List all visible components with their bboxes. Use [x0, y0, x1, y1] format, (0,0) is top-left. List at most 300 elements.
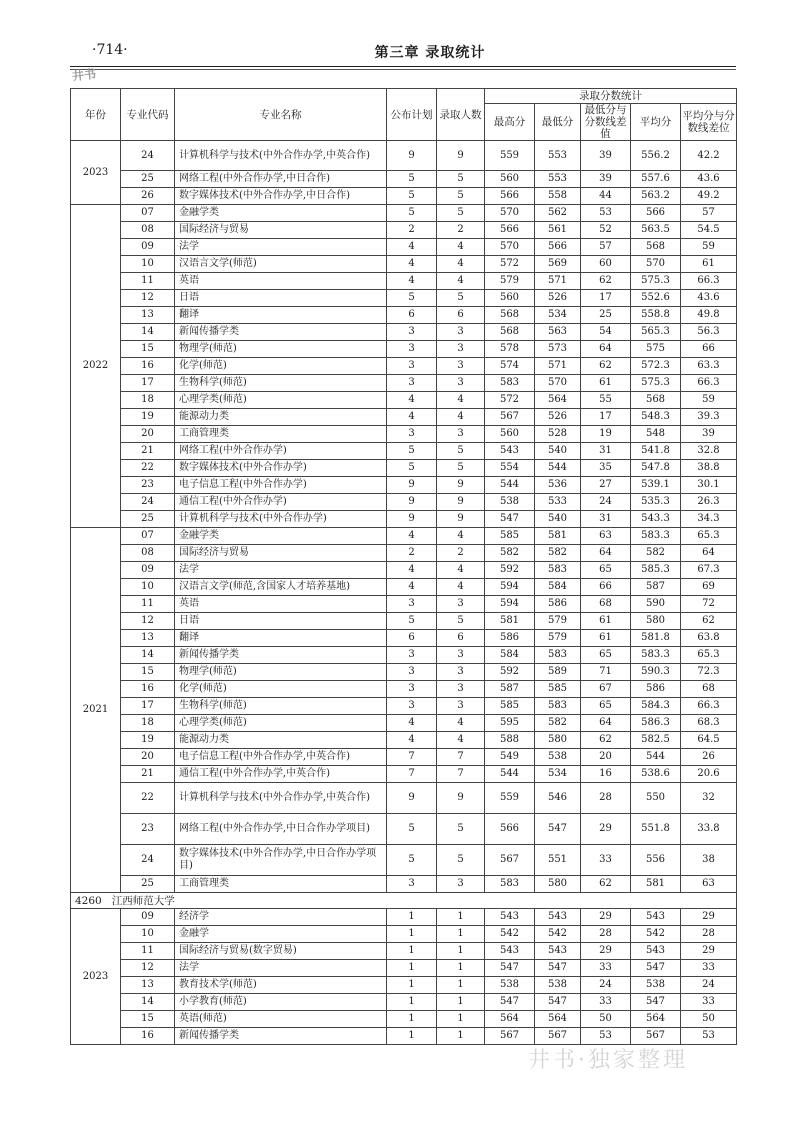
table-row — [71, 188, 737, 205]
admitted-cell: 5 — [437, 460, 485, 477]
plan-cell: 4 — [387, 715, 437, 732]
min-score-cell: 526 — [535, 290, 581, 307]
max-score-cell: 595 — [485, 715, 535, 732]
avg-score-cell: 557.6 — [631, 171, 681, 188]
admitted-cell: 1 — [437, 994, 485, 1011]
max-score-cell: 594 — [485, 579, 535, 596]
table-row — [71, 1028, 737, 1045]
plan-cell: 4 — [387, 273, 437, 290]
table-row — [71, 845, 737, 876]
plan-cell: 1 — [387, 994, 437, 1011]
avg-diff-cell: 49.8 — [681, 307, 737, 324]
min-score-cell: 583 — [535, 698, 581, 715]
admitted-cell: 1 — [437, 960, 485, 977]
table-row — [71, 876, 737, 893]
avg-diff-cell: 64.5 — [681, 732, 737, 749]
table-row — [71, 477, 737, 494]
min-diff-cell: 33 — [581, 960, 631, 977]
max-score-cell: 585 — [485, 528, 535, 545]
major-code-cell: 17 — [121, 375, 175, 392]
admitted-cell: 4 — [437, 409, 485, 426]
table-row — [71, 392, 737, 409]
major-code-cell: 21 — [121, 443, 175, 460]
admitted-cell: 5 — [437, 171, 485, 188]
min-score-cell: 540 — [535, 443, 581, 460]
min-diff-cell: 24 — [581, 494, 631, 511]
max-score-cell: 542 — [485, 926, 535, 943]
table-row — [71, 409, 737, 426]
major-code-cell: 19 — [121, 409, 175, 426]
table-row — [71, 545, 737, 562]
admitted-cell: 5 — [437, 845, 485, 876]
table-row — [71, 579, 737, 596]
max-score-cell: 560 — [485, 171, 535, 188]
avg-score-cell: 581 — [631, 876, 681, 893]
table-row — [71, 1011, 737, 1028]
admitted-cell: 5 — [437, 443, 485, 460]
major-name-cell: 数字媒体技术(中外合作办学) — [175, 460, 387, 477]
min-score-cell: 547 — [535, 814, 581, 845]
avg-score-cell: 547 — [631, 994, 681, 1011]
major-name-cell: 金融学 — [175, 926, 387, 943]
admitted-cell: 1 — [437, 1011, 485, 1028]
max-score-cell: 570 — [485, 205, 535, 222]
plan-cell: 3 — [387, 426, 437, 443]
max-score-cell: 579 — [485, 273, 535, 290]
min-score-cell: 571 — [535, 358, 581, 375]
avg-score-cell: 538 — [631, 977, 681, 994]
avg-diff-cell: 26.3 — [681, 494, 737, 511]
min-score-cell: 586 — [535, 596, 581, 613]
admitted-cell: 2 — [437, 545, 485, 562]
avg-score-cell: 568 — [631, 239, 681, 256]
min-score-cell: 533 — [535, 494, 581, 511]
col-year: 年份 — [71, 89, 121, 141]
avg-diff-cell: 68.3 — [681, 715, 737, 732]
min-score-cell: 570 — [535, 375, 581, 392]
max-score-cell: 538 — [485, 977, 535, 994]
avg-score-cell: 590.3 — [631, 664, 681, 681]
major-code-cell: 12 — [121, 290, 175, 307]
admitted-cell: 3 — [437, 358, 485, 375]
min-diff-cell: 67 — [581, 681, 631, 698]
admitted-cell: 4 — [437, 392, 485, 409]
major-name-cell: 法学 — [175, 239, 387, 256]
plan-cell: 3 — [387, 358, 437, 375]
col-min-diff: 最低分与分数线差值 — [581, 104, 631, 141]
min-diff-cell: 44 — [581, 188, 631, 205]
major-name-cell: 日语 — [175, 290, 387, 307]
min-diff-cell: 39 — [581, 141, 631, 171]
admission-table — [70, 88, 737, 1045]
major-name-cell: 工商管理类 — [175, 426, 387, 443]
major-code-cell: 25 — [121, 171, 175, 188]
min-diff-cell: 31 — [581, 511, 631, 528]
table-row — [71, 460, 737, 477]
admitted-cell: 6 — [437, 307, 485, 324]
col-admitted: 录取人数 — [437, 89, 485, 141]
max-score-cell: 594 — [485, 596, 535, 613]
avg-diff-cell: 56.3 — [681, 324, 737, 341]
admitted-cell: 3 — [437, 664, 485, 681]
major-code-cell: 15 — [121, 341, 175, 358]
avg-diff-cell: 29 — [681, 943, 737, 960]
table-row — [71, 926, 737, 943]
max-score-cell: 592 — [485, 562, 535, 579]
major-code-cell: 11 — [121, 596, 175, 613]
major-code-cell: 24 — [121, 845, 175, 876]
major-name-cell: 日语 — [175, 613, 387, 630]
min-diff-cell: 17 — [581, 290, 631, 307]
major-name-cell: 教育技术学(师范) — [175, 977, 387, 994]
min-diff-cell: 57 — [581, 239, 631, 256]
min-diff-cell: 24 — [581, 977, 631, 994]
col-major-name: 专业名称 — [175, 89, 387, 141]
max-score-cell: 587 — [485, 681, 535, 698]
min-score-cell: 540 — [535, 511, 581, 528]
avg-score-cell: 558.8 — [631, 307, 681, 324]
major-code-cell: 13 — [121, 977, 175, 994]
major-code-cell: 19 — [121, 732, 175, 749]
avg-score-cell: 566 — [631, 205, 681, 222]
plan-cell: 4 — [387, 528, 437, 545]
avg-score-cell: 550 — [631, 783, 681, 814]
min-diff-cell: 64 — [581, 341, 631, 358]
min-diff-cell: 27 — [581, 477, 631, 494]
min-score-cell: 566 — [535, 239, 581, 256]
min-diff-cell: 28 — [581, 783, 631, 814]
avg-score-cell: 565.3 — [631, 324, 681, 341]
year-cell: 2023 — [71, 141, 121, 205]
major-name-cell: 计算机科学与技术(中外合作办学,中英合作) — [175, 783, 387, 814]
avg-diff-cell: 50 — [681, 1011, 737, 1028]
avg-diff-cell: 32 — [681, 783, 737, 814]
major-code-cell: 09 — [121, 239, 175, 256]
max-score-cell: 583 — [485, 876, 535, 893]
plan-cell: 3 — [387, 876, 437, 893]
avg-score-cell: 544 — [631, 749, 681, 766]
table-row — [71, 375, 737, 392]
plan-cell: 5 — [387, 845, 437, 876]
avg-score-cell: 542 — [631, 926, 681, 943]
avg-score-cell: 582 — [631, 545, 681, 562]
min-diff-cell: 68 — [581, 596, 631, 613]
table-row — [71, 698, 737, 715]
min-diff-cell: 61 — [581, 613, 631, 630]
major-code-cell: 09 — [121, 909, 175, 926]
avg-diff-cell: 66.3 — [681, 375, 737, 392]
avg-diff-cell: 39.3 — [681, 409, 737, 426]
avg-diff-cell: 20.6 — [681, 766, 737, 783]
major-name-cell: 心理学类(师范) — [175, 392, 387, 409]
avg-diff-cell: 66.3 — [681, 273, 737, 290]
admitted-cell: 7 — [437, 766, 485, 783]
min-diff-cell: 16 — [581, 766, 631, 783]
min-score-cell: 542 — [535, 926, 581, 943]
admitted-cell: 3 — [437, 876, 485, 893]
avg-score-cell: 551.8 — [631, 814, 681, 845]
max-score-cell: 567 — [485, 409, 535, 426]
major-name-cell: 国际经济与贸易 — [175, 545, 387, 562]
admitted-cell: 3 — [437, 375, 485, 392]
major-code-cell: 22 — [121, 460, 175, 477]
avg-score-cell: 564 — [631, 1011, 681, 1028]
major-name-cell: 电子信息工程(中外合作办学,中英合作) — [175, 749, 387, 766]
max-score-cell: 543 — [485, 909, 535, 926]
avg-diff-cell: 28 — [681, 926, 737, 943]
admitted-cell: 5 — [437, 188, 485, 205]
avg-score-cell: 584.3 — [631, 698, 681, 715]
max-score-cell: 592 — [485, 664, 535, 681]
major-code-cell: 15 — [121, 1011, 175, 1028]
max-score-cell: 586 — [485, 630, 535, 647]
min-score-cell: 561 — [535, 222, 581, 239]
max-score-cell: 566 — [485, 222, 535, 239]
min-diff-cell: 53 — [581, 205, 631, 222]
major-name-cell: 能源动力类 — [175, 409, 387, 426]
table-row — [71, 426, 737, 443]
avg-score-cell: 567 — [631, 1028, 681, 1045]
min-score-cell: 581 — [535, 528, 581, 545]
page-number: ·714· — [92, 42, 128, 58]
avg-score-cell: 552.6 — [631, 290, 681, 307]
min-diff-cell: 62 — [581, 273, 631, 290]
avg-diff-cell: 33 — [681, 994, 737, 1011]
table-row — [71, 307, 737, 324]
min-diff-cell: 66 — [581, 579, 631, 596]
major-name-cell: 新闻传播学类 — [175, 1028, 387, 1045]
major-code-cell: 23 — [121, 814, 175, 845]
major-code-cell: 10 — [121, 256, 175, 273]
year-cell: 2021 — [71, 528, 121, 893]
max-score-cell: 543 — [485, 443, 535, 460]
avg-diff-cell: 63.8 — [681, 630, 737, 647]
admitted-cell: 9 — [437, 477, 485, 494]
min-score-cell: 582 — [535, 545, 581, 562]
col-max: 最高分 — [485, 104, 535, 141]
max-score-cell: 554 — [485, 460, 535, 477]
table-row — [71, 783, 737, 814]
max-score-cell: 584 — [485, 647, 535, 664]
plan-cell: 2 — [387, 545, 437, 562]
max-score-cell: 583 — [485, 375, 535, 392]
major-code-cell: 21 — [121, 766, 175, 783]
admitted-cell: 4 — [437, 239, 485, 256]
plan-cell: 9 — [387, 494, 437, 511]
major-code-cell: 18 — [121, 392, 175, 409]
admitted-cell: 1 — [437, 926, 485, 943]
col-avg: 平均分 — [631, 104, 681, 141]
major-code-cell: 25 — [121, 876, 175, 893]
min-diff-cell: 33 — [581, 994, 631, 1011]
table-body-second — [71, 909, 737, 1045]
avg-diff-cell: 72.3 — [681, 664, 737, 681]
avg-diff-cell: 29 — [681, 909, 737, 926]
max-score-cell: 566 — [485, 188, 535, 205]
admitted-cell: 9 — [437, 783, 485, 814]
header-rule-thin — [70, 69, 736, 70]
min-diff-cell: 39 — [581, 171, 631, 188]
max-score-cell: 588 — [485, 732, 535, 749]
table-row — [71, 273, 737, 290]
plan-cell: 4 — [387, 732, 437, 749]
year-cell: 2023 — [71, 909, 121, 1045]
avg-diff-cell: 24 — [681, 977, 737, 994]
plan-cell: 5 — [387, 443, 437, 460]
max-score-cell: 567 — [485, 1028, 535, 1045]
min-score-cell: 579 — [535, 630, 581, 647]
min-diff-cell: 29 — [581, 943, 631, 960]
plan-cell: 7 — [387, 749, 437, 766]
max-score-cell: 544 — [485, 766, 535, 783]
major-name-cell: 数字媒体技术(中外合作办学,中日合作) — [175, 188, 387, 205]
avg-score-cell: 580 — [631, 613, 681, 630]
avg-diff-cell: 66 — [681, 341, 737, 358]
max-score-cell: 559 — [485, 141, 535, 171]
avg-score-cell: 547.8 — [631, 460, 681, 477]
major-name-cell: 通信工程(中外合作办学) — [175, 494, 387, 511]
admitted-cell: 5 — [437, 290, 485, 307]
plan-cell: 9 — [387, 141, 437, 171]
admitted-cell: 4 — [437, 732, 485, 749]
plan-cell: 5 — [387, 205, 437, 222]
admitted-cell: 3 — [437, 698, 485, 715]
table-row — [71, 943, 737, 960]
admitted-cell: 5 — [437, 613, 485, 630]
plan-cell: 6 — [387, 307, 437, 324]
avg-diff-cell: 26 — [681, 749, 737, 766]
avg-score-cell: 548 — [631, 426, 681, 443]
avg-diff-cell: 59 — [681, 239, 737, 256]
max-score-cell: 560 — [485, 290, 535, 307]
min-score-cell: 536 — [535, 477, 581, 494]
max-score-cell: 568 — [485, 307, 535, 324]
min-diff-cell: 61 — [581, 375, 631, 392]
avg-score-cell: 543 — [631, 943, 681, 960]
avg-diff-cell: 38.8 — [681, 460, 737, 477]
min-diff-cell: 60 — [581, 256, 631, 273]
avg-diff-cell: 32.8 — [681, 443, 737, 460]
plan-cell: 5 — [387, 188, 437, 205]
avg-score-cell: 543 — [631, 909, 681, 926]
min-diff-cell: 33 — [581, 845, 631, 876]
avg-diff-cell: 65.3 — [681, 647, 737, 664]
plan-cell: 4 — [387, 409, 437, 426]
max-score-cell: 560 — [485, 426, 535, 443]
university-row-group — [71, 893, 737, 909]
table-row — [71, 562, 737, 579]
table-row — [71, 814, 737, 845]
plan-cell: 5 — [387, 814, 437, 845]
admitted-cell: 6 — [437, 630, 485, 647]
min-score-cell: 563 — [535, 324, 581, 341]
table-row — [71, 205, 737, 222]
admitted-cell: 3 — [437, 341, 485, 358]
major-name-cell: 新闻传播学类 — [175, 647, 387, 664]
avg-diff-cell: 66.3 — [681, 698, 737, 715]
admitted-cell: 4 — [437, 579, 485, 596]
plan-cell: 5 — [387, 171, 437, 188]
max-score-cell: 547 — [485, 511, 535, 528]
avg-diff-cell: 64 — [681, 545, 737, 562]
major-code-cell: 07 — [121, 528, 175, 545]
plan-cell: 4 — [387, 579, 437, 596]
min-score-cell: 538 — [535, 749, 581, 766]
avg-diff-cell: 65.3 — [681, 528, 737, 545]
university-label — [71, 893, 737, 909]
max-score-cell: 574 — [485, 358, 535, 375]
min-diff-cell: 65 — [581, 647, 631, 664]
avg-score-cell: 548.3 — [631, 409, 681, 426]
major-name-cell: 英语 — [175, 596, 387, 613]
plan-cell: 5 — [387, 613, 437, 630]
major-code-cell: 24 — [121, 494, 175, 511]
admitted-cell: 3 — [437, 596, 485, 613]
plan-cell: 4 — [387, 392, 437, 409]
avg-diff-cell: 68 — [681, 681, 737, 698]
avg-score-cell: 590 — [631, 596, 681, 613]
plan-cell: 1 — [387, 1028, 437, 1045]
table-row — [71, 494, 737, 511]
col-avg-diff: 平均分与分数线差位 — [681, 104, 737, 141]
min-score-cell: 564 — [535, 392, 581, 409]
plan-cell: 3 — [387, 681, 437, 698]
max-score-cell: 549 — [485, 749, 535, 766]
major-code-cell: 23 — [121, 477, 175, 494]
major-name-cell: 小学教育(师范) — [175, 994, 387, 1011]
major-name-cell: 物理学(师范) — [175, 341, 387, 358]
major-name-cell: 能源动力类 — [175, 732, 387, 749]
min-score-cell: 534 — [535, 307, 581, 324]
min-diff-cell: 28 — [581, 926, 631, 943]
table-body-main — [71, 141, 737, 893]
major-code-cell: 12 — [121, 960, 175, 977]
major-name-cell: 金融学类 — [175, 528, 387, 545]
avg-score-cell: 575 — [631, 341, 681, 358]
min-diff-cell: 52 — [581, 222, 631, 239]
avg-score-cell: 581.8 — [631, 630, 681, 647]
major-code-cell: 17 — [121, 698, 175, 715]
avg-diff-cell: 63.3 — [681, 358, 737, 375]
university-row — [71, 893, 737, 909]
plan-cell: 3 — [387, 375, 437, 392]
plan-cell: 5 — [387, 460, 437, 477]
min-diff-cell: 29 — [581, 909, 631, 926]
plan-cell: 4 — [387, 239, 437, 256]
min-score-cell: 584 — [535, 579, 581, 596]
avg-diff-cell: 43.6 — [681, 290, 737, 307]
admitted-cell: 4 — [437, 256, 485, 273]
min-diff-cell: 63 — [581, 528, 631, 545]
min-score-cell: 543 — [535, 909, 581, 926]
avg-score-cell: 556.2 — [631, 141, 681, 171]
min-diff-cell: 55 — [581, 392, 631, 409]
major-name-cell: 数字媒体技术(中外合作办学,中日合作办学项目) — [175, 845, 387, 876]
major-code-cell: 14 — [121, 994, 175, 1011]
avg-diff-cell: 33 — [681, 960, 737, 977]
avg-diff-cell: 49.2 — [681, 188, 737, 205]
table-row — [71, 443, 737, 460]
plan-cell: 1 — [387, 926, 437, 943]
avg-score-cell: 539.1 — [631, 477, 681, 494]
avg-score-cell: 586.3 — [631, 715, 681, 732]
avg-score-cell: 538.6 — [631, 766, 681, 783]
min-diff-cell: 20 — [581, 749, 631, 766]
major-name-cell: 法学 — [175, 960, 387, 977]
avg-diff-cell: 42.2 — [681, 141, 737, 171]
major-code-cell: 20 — [121, 749, 175, 766]
min-score-cell: 562 — [535, 205, 581, 222]
